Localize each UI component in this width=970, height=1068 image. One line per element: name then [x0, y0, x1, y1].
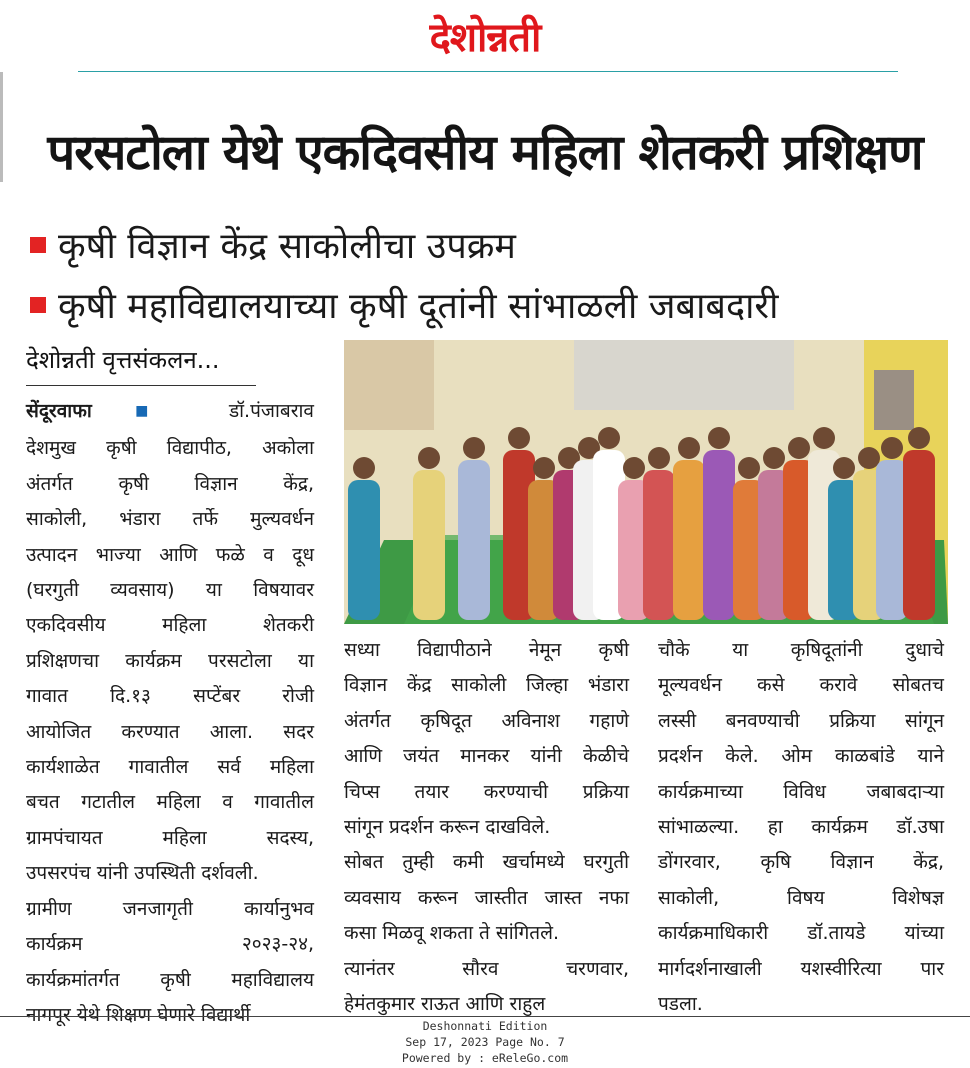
group-photo-illustration: [344, 340, 948, 624]
article-column-3: [658, 633, 944, 1022]
column-line: प्रदर्शन केले. ओम काळबांडे याने: [658, 745, 944, 768]
column-line: हेमंतकुमार राऊत आणि राहुल: [344, 993, 546, 1016]
footer-powered-by: Powered by : eReleGo.com: [401, 1051, 569, 1065]
column-line: बचत गटातील महिला व गावातील: [26, 791, 314, 814]
photo-person-head: [908, 427, 930, 449]
photo-person-head: [648, 447, 670, 469]
column-line: चिप्स तयार करण्याची प्रक्रिया: [344, 780, 629, 803]
column-line: मार्गदर्शनाखाली यशस्वीरित्या पार: [658, 957, 944, 980]
photo-person: [413, 470, 445, 620]
column-line: सांगून प्रदर्शन करून दाखविले.: [344, 816, 551, 839]
column-line: ग्रामीण जनजागृती कार्यानुभव: [26, 897, 314, 920]
subheading-1: [30, 220, 516, 269]
masthead-logo: देशोन्नती: [429, 15, 541, 61]
photo-person-head: [463, 437, 485, 459]
photo-person-head: [678, 437, 700, 459]
square-bullet-icon: [30, 237, 46, 253]
column-line: लस्सी बनवण्याची प्रक्रिया सांगून: [658, 709, 944, 732]
column-line: सध्या विद्यापीठाने नेमून कृषी: [344, 639, 629, 661]
event-photo: [344, 340, 948, 624]
photo-person-head: [353, 457, 375, 479]
column-line: ग्रामपंचायत महिला सदस्य,: [26, 826, 314, 849]
column-line: प्रशिक्षणचा कार्यक्रम परसटोला या: [26, 649, 314, 672]
photo-person-head: [623, 457, 645, 479]
byline: देशोन्नती वृत्तसंकलन...: [26, 346, 220, 374]
photo-person: [673, 460, 705, 620]
subheading-2-text: कृषी महाविद्यालयाच्या कृषी दूतांनी सांभाळली जबाबदारी: [58, 286, 779, 327]
footer-edition: Deshonnati Edition: [422, 1019, 548, 1033]
subheading-1-text: कृषी विज्ञान केंद्र साकोलीचा उपक्रम: [58, 226, 516, 267]
photo-person: [348, 480, 380, 620]
column-line: कार्यक्रमांतर्गत कृषी महाविद्यालय: [26, 968, 314, 991]
column-line: उपसरपंच यांनी उपस्थिती दर्शवली.: [26, 862, 259, 885]
column-line: डोंगरवार, कृषि विज्ञान केंद्र,: [658, 851, 944, 874]
footer-date-page: Sep 17, 2023 Page No. 7: [405, 1035, 565, 1049]
column-line: मूल्यवर्धन कसे करावे सोबतच: [658, 674, 944, 697]
column-line: डॉ.पंजाबराव: [228, 400, 314, 422]
photo-person-head: [858, 447, 880, 469]
column-line: साकोली, भंडारा तर्फे मुल्यवर्धन: [26, 508, 314, 531]
photo-person-head: [833, 457, 855, 479]
photo-person-head: [813, 427, 835, 449]
article-column-2: [344, 633, 629, 1022]
photo-person: [643, 470, 675, 620]
column-line: उत्पादन भाज्या आणि फळे व दूध: [26, 543, 314, 566]
subheading-2: [30, 280, 778, 329]
column-line: सोबत तुम्ही कमी खर्चामध्ये घरगुती: [344, 851, 629, 874]
photo-person-head: [738, 457, 760, 479]
dateline-location: सेंदूरवाफा: [26, 400, 92, 422]
photo-person-head: [788, 437, 810, 459]
column-line: पडला.: [658, 993, 703, 1016]
dateline-square-icon: ■: [135, 403, 186, 419]
column-line: आणि जयंत मानकर यांनी केळीचे: [344, 745, 629, 768]
column-line: साकोली, विषय विशेषज्ञ: [658, 886, 944, 909]
column-line: (घरगुती व्यवसाय) या विषयावर: [26, 579, 314, 602]
column-line: कार्यक्रमाधिकारी डॉ.तायडे यांच्या: [658, 922, 944, 945]
page-footer: [0, 1018, 970, 1066]
article-headline: परसटोला येथे एकदिवसीय महिला शेतकरी प्रशिक्षण: [47, 124, 923, 181]
column-line: कसा मिळवू शकता ते सांगितले.: [344, 922, 560, 945]
column-line: नागपूर येथे शिक्षण घेणारे विद्यार्थी: [26, 1003, 251, 1026]
photo-person: [903, 450, 935, 620]
column-line: कार्यशाळेत गावातील सर्व महिला: [26, 756, 314, 779]
column-line: चौके या कृषिदूतांनी दुधाचे: [658, 639, 944, 661]
footer-divider: [0, 1016, 970, 1017]
photo-person-head: [708, 427, 730, 449]
photo-person-head: [763, 447, 785, 469]
column-line: विज्ञान केंद्र साकोली जिल्हा भंडारा: [344, 674, 629, 697]
column-line: त्यानंतर सौरव चरणवार,: [344, 957, 629, 980]
column-line: एकदिवसीय महिला शेतकरी: [26, 614, 314, 637]
photo-person: [458, 460, 490, 620]
column-line: व्यवसाय करून जास्तीत जास्त नफा: [344, 886, 629, 909]
column-line: अंतर्गत कृषिदूत अविनाश गहाणे: [344, 709, 629, 732]
column-line: कार्यक्रम २०२३-२४,: [26, 933, 314, 956]
photo-person-head: [533, 457, 555, 479]
photo-person-head: [598, 427, 620, 449]
article-column-1: [26, 394, 314, 1033]
photo-person: [703, 450, 735, 620]
photo-person-head: [418, 447, 440, 469]
masthead-divider: [78, 71, 898, 72]
column-line: सांभाळल्या. हा कार्यक्रम डॉ.उषा: [658, 816, 944, 839]
column-line: गावात दि.१३ सप्टेंबर रोजी: [26, 685, 314, 708]
column-line: देशमुख कृषी विद्यापीठ, अकोला: [26, 437, 314, 460]
column-line: कार्यक्रमाच्या विविध जबाबदाऱ्या: [658, 780, 944, 803]
photo-person-head: [881, 437, 903, 459]
photo-person-head: [508, 427, 530, 449]
square-bullet-icon: [30, 297, 46, 313]
byline-underline: [26, 385, 256, 386]
column-line: आयोजित करण्यात आला. सदर: [26, 720, 314, 743]
column-line: अंतर्गत कृषी विज्ञान केंद्र,: [26, 472, 314, 495]
